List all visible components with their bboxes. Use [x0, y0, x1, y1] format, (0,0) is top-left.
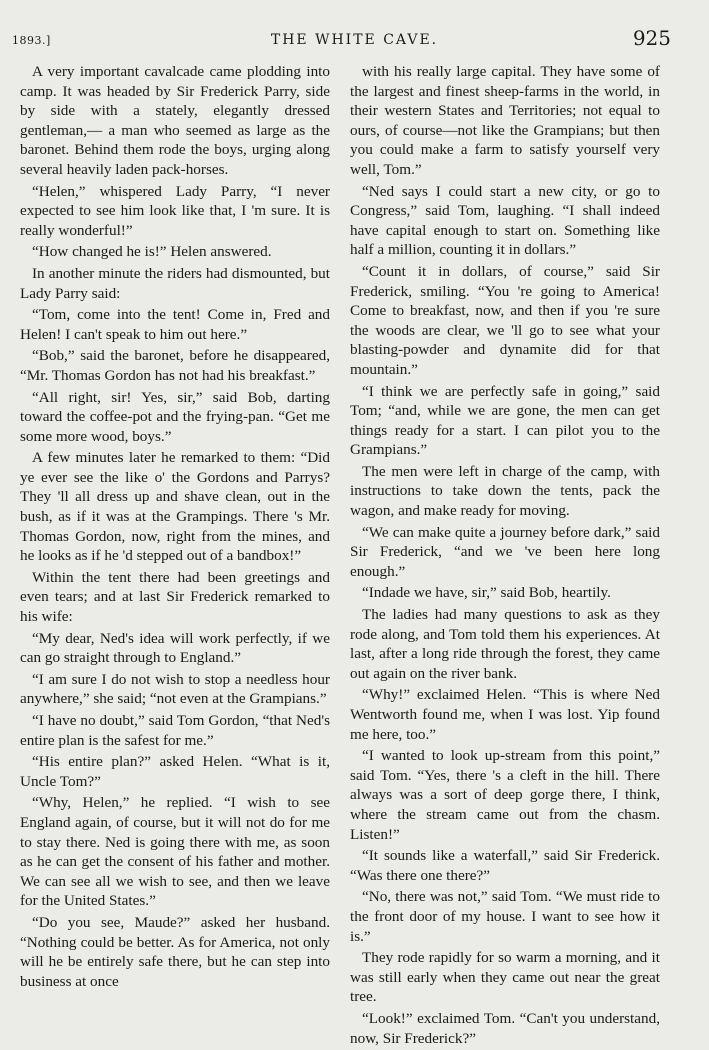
paragraph: A few minutes later he remarked to them: “Did ye ever see the like o' the Gordons and Parrys? They 'll all dress up and shave clean, out in the bush, as if it was at the Grampings. There 's Mr. Thomas Gordon, now, right from the mines, and he looks as if he 'd stepped out of a bandbox!” [20, 449, 330, 565]
paragraph: “I am sure I do not wish to stop a needless hour anywhere,” she said; “not even at the Grampians.” [20, 670, 330, 708]
paragraph: with his really large capital. They have some of the largest and finest sheep-farms in the world, in their western States and Territories; not equal to ours, of course—not like the Grampians; but then you could make a farm to satisfy yourself very well, Tom.” [350, 63, 660, 178]
paragraph: They rode rapidly for so warm a morning, and it was still early when they came out near the great tree. [350, 949, 660, 1006]
paragraph: “His entire plan?” asked Helen. “What is it, Uncle Tom?” [20, 753, 330, 790]
paragraph: “Why!” exclaimed Helen. “This is where Ned Wentworth found me, when I was lost. Yip found me here, too.” [350, 686, 660, 743]
paragraph: “I wanted to look up-stream from this point,” said Tom. “Yes, there 's a cleft in the hill. There always was a sort of deep gorge there, I think, where the stream came out from the chasm. Listen!” [350, 747, 660, 843]
paragraph: “How changed he is!” Helen answered. [32, 243, 272, 261]
paragraph: “Bob,” said the baronet, before he disappeared, “Mr. Thomas Gordon has not had his breakfast.” [20, 347, 330, 384]
paragraph: “Ned says I could start a new city, or go to Congress,” said Tom, laughing. “I shall indeed have capital enough to start on. Something like half a million, counting it in dollars.” [350, 182, 660, 259]
page-title: THE WHITE CAVE. [270, 32, 439, 48]
paragraph: “Indade we have, sir,” said Bob, heartily. [362, 584, 611, 602]
left-column [20, 62, 330, 1050]
paragraph: “I have no doubt,” said Tom Gordon, “that Ned's entire plan is the safest for me.” [20, 712, 330, 749]
paragraph: “I think we are perfectly safe in going,” said Tom; “and, while we are gone, the men can get things ready for a start. I can pilot you to the Grampians.” [350, 382, 660, 459]
paragraph: “Count it in dollars, of course,” said Sir Frederick, smiling. “You 're going to America! Come to breakfast, now, and then if you 're sure the woods are clear, we 'll go to see what your blasting-powder and dynamite did for that mountain.” [350, 262, 660, 378]
paragraph: “It sounds like a waterfall,” said Sir Frederick. “Was there one there?” [350, 847, 660, 884]
text-columns [20, 62, 660, 1050]
paragraph: “Look!” exclaimed Tom. “Can't you understand, now, Sir Frederick?” [350, 1009, 660, 1047]
right-column [350, 62, 660, 1050]
paragraph: “Helen,” whispered Lady Parry, “I never expected to see him look like that, I 'm sure. It is really wonderful!” [20, 182, 330, 239]
page-number: 925 [632, 26, 671, 50]
paragraph: “Do you see, Maude?” asked her husband. “Nothing could be better. As for America, not only will he be entirely safe there, but he can step into business at once [20, 913, 330, 990]
page-date: 1893.] [12, 34, 51, 47]
paragraph: “All right, sir! Yes, sir,” said Bob, darting toward the coffee-pot and the frying-pan. “Get me some more wood, boys.” [20, 388, 330, 445]
paragraph: The ladies had many questions to ask as they rode along, and Tom told them his experiences. At last, after a long ride through the forest, they came out again on the river bank. [350, 606, 660, 682]
paragraph: Within the tent there had been greetings and even tears; and at last Sir Frederick remarked to his wife: [20, 568, 330, 626]
paragraph: The men were left in charge of the camp, with instructions to take down the tents, pack the wagon, and make ready for moving. [350, 462, 660, 520]
paragraph: A very important cavalcade came plodding into camp. It was headed by Sir Frederick Parry, side by side with a stately, elegantly dressed gentleman,— a man who seemed as large as the baronet. Behind them rode the boys, urging along several heavily laden pack-horses. [20, 63, 330, 178]
running-head [0, 26, 709, 54]
paragraph: “My dear, Ned's idea will work perfectly, if we can go straight through to England.” [20, 629, 330, 667]
paragraph: “No, there was not,” said Tom. “We must ride to the front door of my house. I want to see how it is.” [350, 888, 660, 945]
paragraph: “Why, Helen,” he replied. “I wish to see England again, of course, but it will not do for me to stay there. Ned is going there with me, as soon as he can get the consent of his father and mother. We can see all we wish to see, and then we leave for the United States.” [20, 794, 330, 910]
paragraph: In another minute the riders had dismounted, but Lady Parry said: [20, 264, 330, 302]
paragraph: “We can make quite a journey before dark,” said Sir Frederick, “and we 've been here long enough.” [350, 523, 660, 580]
paragraph: “Tom, come into the tent! Come in, Fred and Helen! I can't speak to him out here.” [20, 306, 330, 343]
